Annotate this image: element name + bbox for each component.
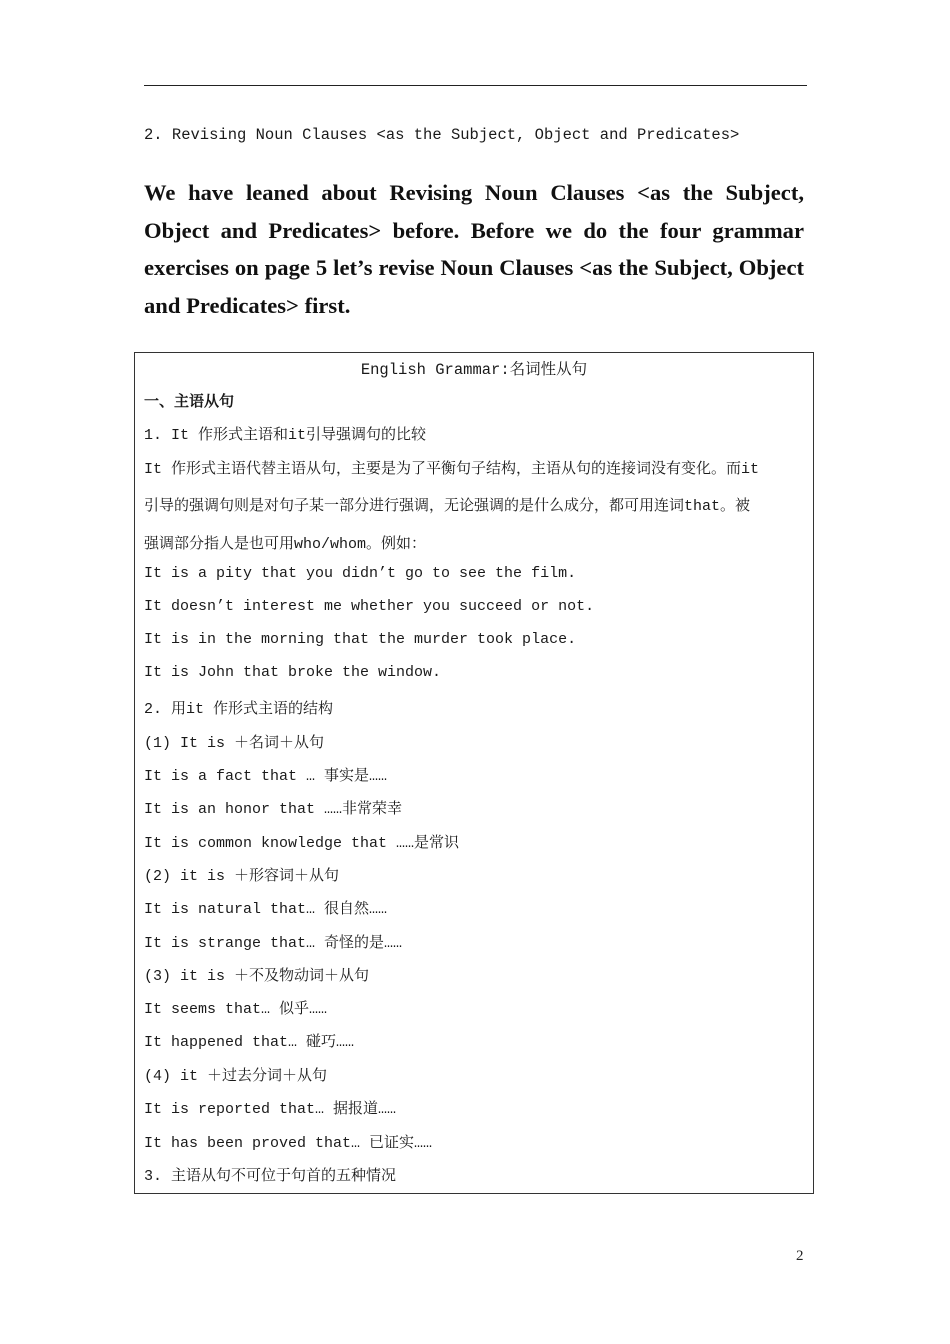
section-heading: 2. Revising Noun Clauses <as the Subject, Object and Predicates> <box>144 126 740 144</box>
box-line: 3. 主语从句不可位于句首的五种情况 <box>144 1168 397 1185</box>
page-number: 2 <box>796 1248 804 1264</box>
box-line: It is common knowledge that ……是常识 <box>144 835 460 852</box>
box-line: It is natural that… 很自然…… <box>144 901 388 918</box>
example-sentence: It is a pity that you didn’t go to see the film. <box>144 565 577 582</box>
box-line: 引导的强调句则是对句子某一部分进行强调，无论强调的是什么成分，都可用连词that。被 <box>144 498 751 515</box>
box-line: 2. 用it 作形式主语的结构 <box>144 701 334 718</box>
subject-clause-heading: 一、主语从句 <box>144 394 235 411</box>
box-line: It is a fact that … 事实是…… <box>144 768 388 785</box>
box-line: 1. It 作形式主语和it引导强调句的比较 <box>144 427 427 444</box>
box-line: It is an honor that ……非常荣幸 <box>144 801 403 818</box>
header-rule <box>144 85 807 86</box>
box-line: It has been proved that… 已证实…… <box>144 1135 433 1152</box>
grammar-box-title: English Grammar:名词性从句 <box>360 361 588 379</box>
box-line: (3) it is ＋不及物动词＋从句 <box>144 968 370 985</box>
grammar-box <box>134 352 814 1194</box>
box-line: (1) It is ＋名词＋从句 <box>144 735 325 752</box>
intro-line: page 5 let’s revise Noun Clauses <as the Subject, Object and <box>144 255 804 318</box>
box-line: It is strange that… 奇怪的是…… <box>144 935 403 952</box>
example-sentence: It is in the morning that the murder took place. <box>144 631 577 648</box>
box-line: 强调部分指人是也可用who/whom。例如： <box>144 536 427 553</box>
intro-line: We have leaned about Revising Noun Clauses <as the Subject, Object <box>144 180 804 243</box>
box-line: (4) it ＋过去分词＋从句 <box>144 1068 328 1085</box>
intro-line: and Predicates> before. Before we do the four grammar exercises on <box>144 217 804 281</box>
box-line: It happened that… 碰巧…… <box>144 1034 355 1051</box>
box-line: (2) it is ＋形容词＋从句 <box>144 868 340 885</box>
example-sentence: It doesn’t interest me whether you succeed or not. <box>144 598 595 615</box>
box-line: It 作形式主语代替主语从句，主要是为了平衡句子结构，主语从句的连接词没有变化。而it <box>144 461 760 478</box>
intro-line: Predicates> first. <box>186 292 351 318</box>
intro-paragraph <box>144 174 804 324</box>
box-line: It is reported that… 据报道…… <box>144 1101 397 1118</box>
box-line: It seems that… 似乎…… <box>144 1001 328 1018</box>
example-sentence: It is John that broke the window. <box>144 664 442 681</box>
